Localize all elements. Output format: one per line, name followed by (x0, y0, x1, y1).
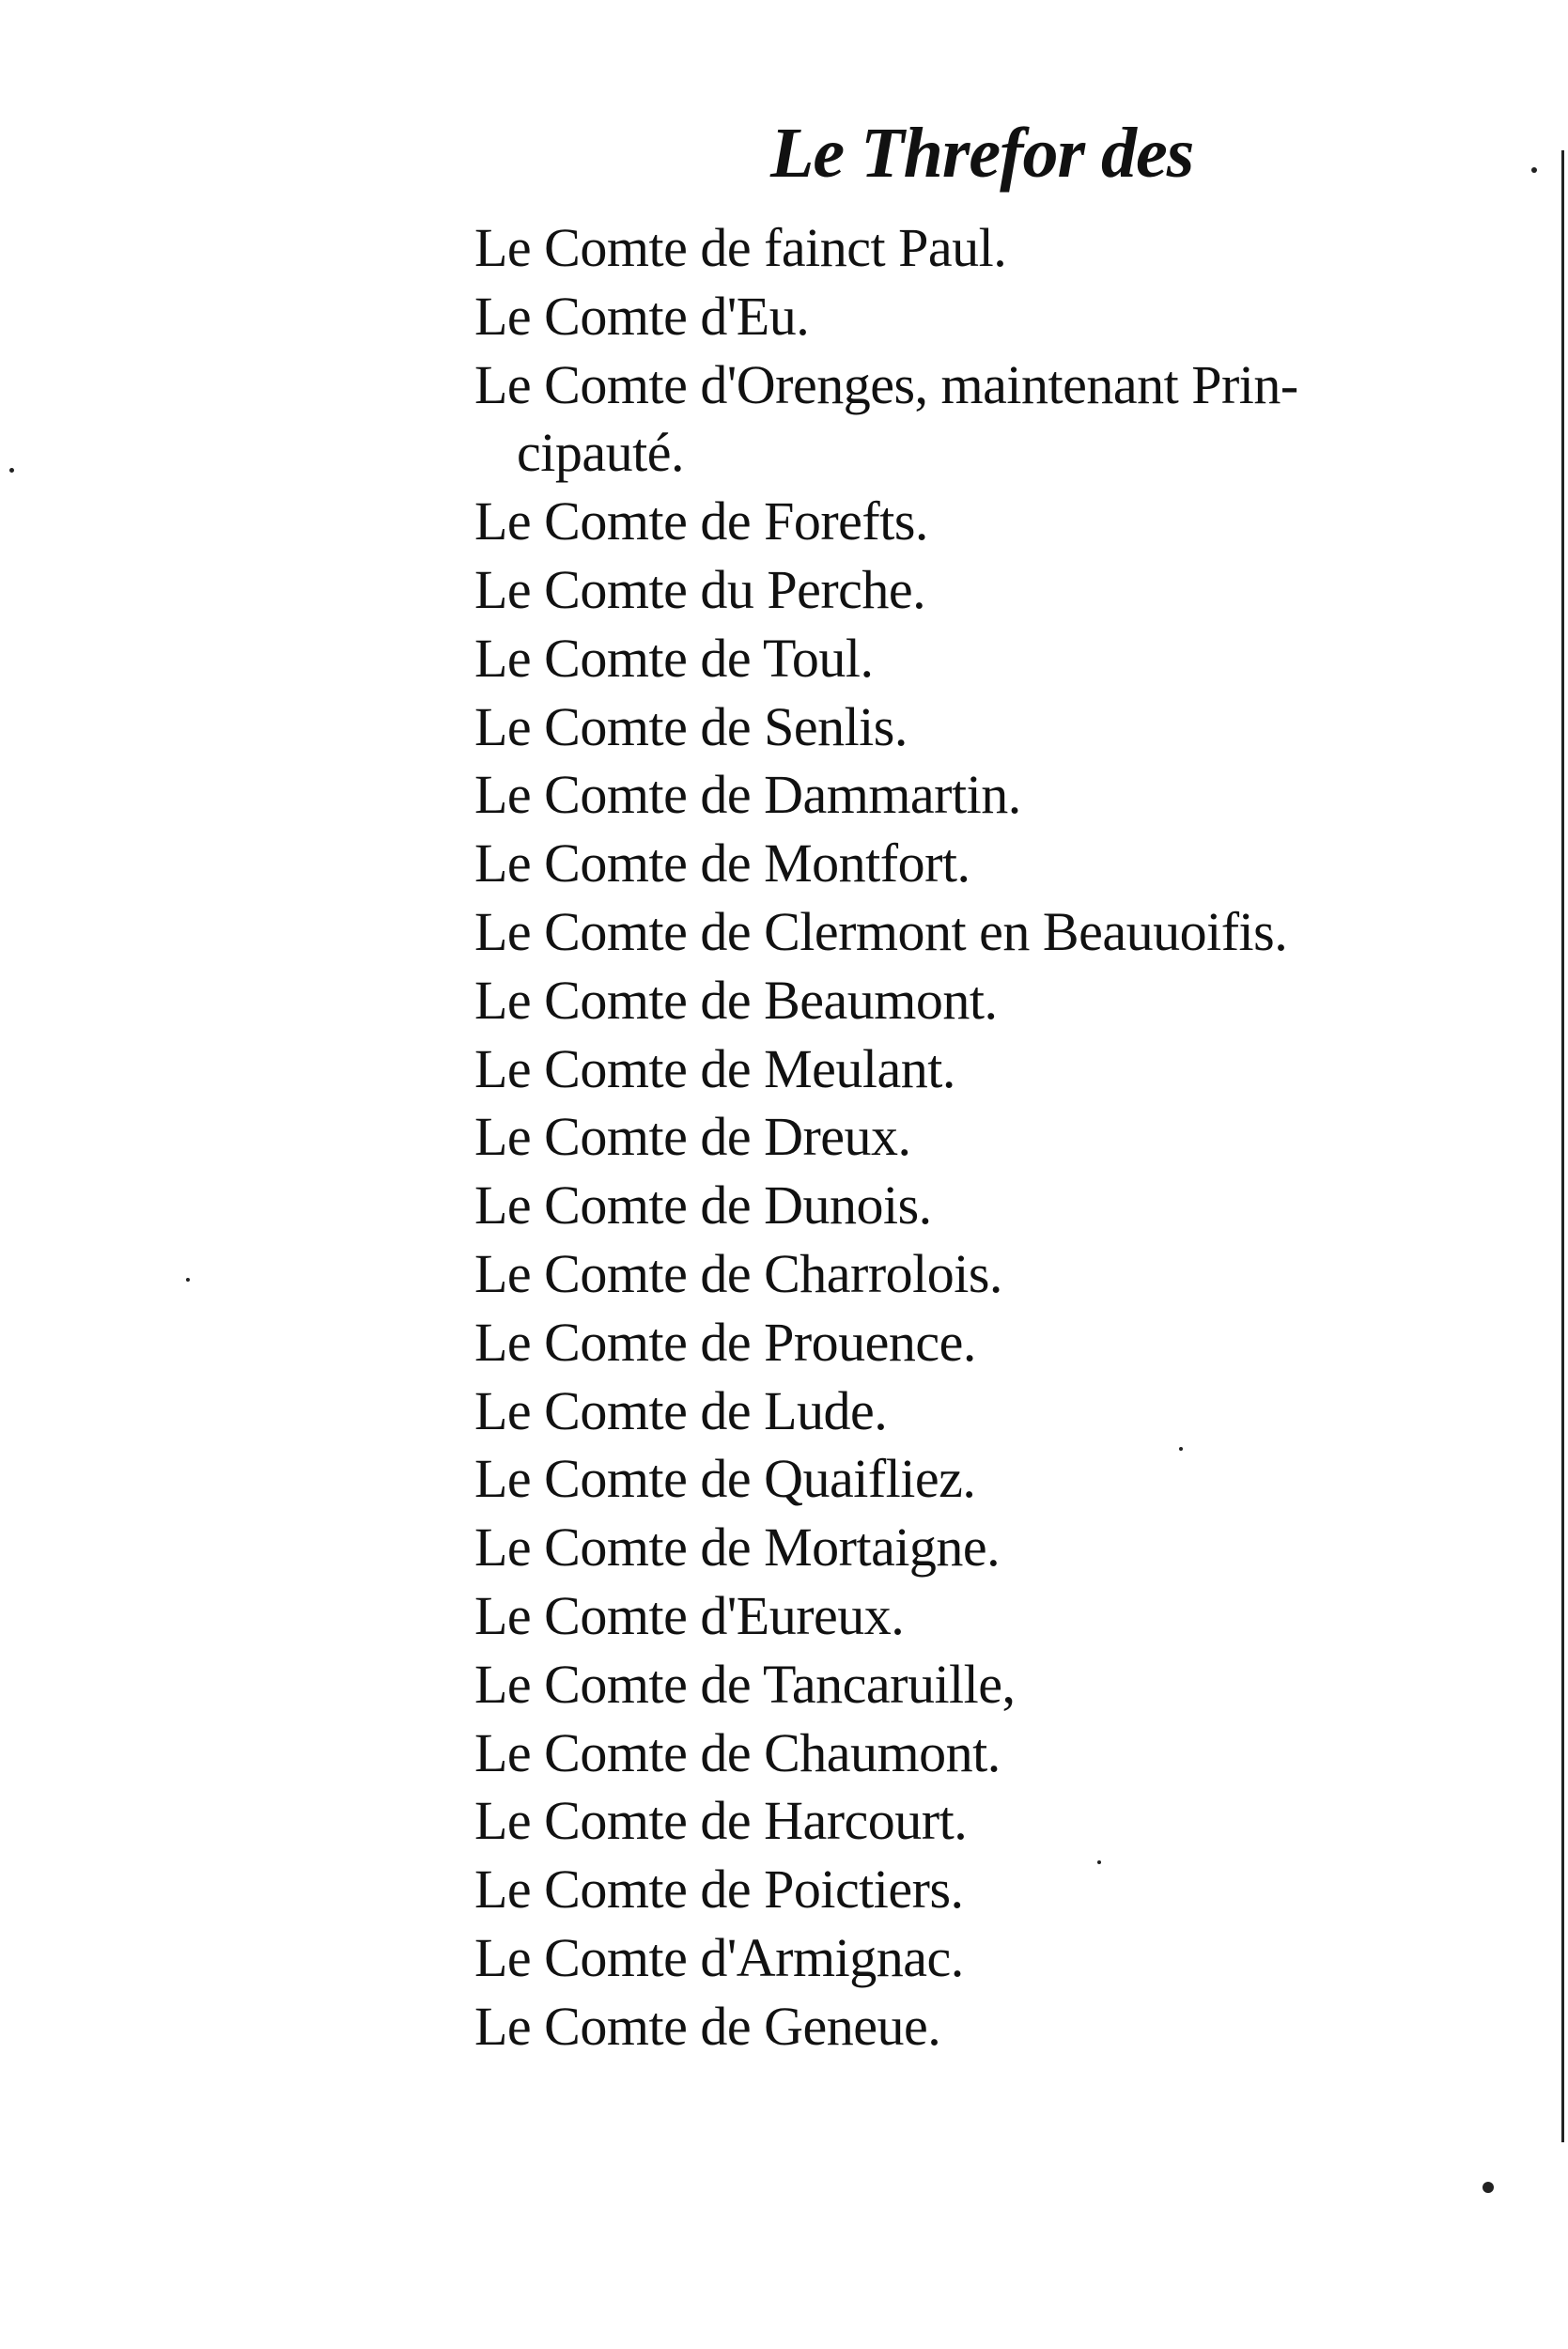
ink-speck (9, 468, 14, 473)
list-item: Le Comte d'Orenges, maintenant Prin- (474, 353, 1298, 415)
ink-speck (1097, 1860, 1101, 1864)
list-item: Le Comte de Montfort. (474, 832, 970, 894)
list-item: Le Comte de Mortaigne. (474, 1517, 1001, 1579)
county-list (474, 214, 1298, 2061)
list-item: Le Comte de Dreux. (474, 1106, 911, 1168)
ink-speck (1483, 2182, 1494, 2193)
list-item: Le Comte d'Eureux. (474, 1584, 905, 1646)
list-item: Le Comte de Senlis. (474, 695, 908, 757)
list-item: Le Comte de Toul. (474, 627, 874, 689)
list-item: Le Comte d'Armignac. (474, 1926, 964, 1988)
list-item: Le Comte de Geneue. (474, 1995, 941, 2057)
list-item: Le Comte de Dammartin. (474, 764, 1021, 826)
list-item-continuation: cipauté. (517, 422, 684, 484)
list-item: Le Comte de Charrolois. (474, 1242, 1002, 1304)
ink-speck (186, 1278, 190, 1282)
list-item: Le Comte de Lude. (474, 1379, 888, 1441)
list-item: Le Comte de Harcourt. (474, 1790, 968, 1852)
ink-speck (1179, 1447, 1183, 1451)
list-item: Le Comte de Prouence. (474, 1311, 976, 1373)
list-item: Le Comte de Dunois. (474, 1174, 932, 1237)
list-item: Le Comte de Quaifliez. (474, 1448, 976, 1510)
list-item: Le Comte de Beaumont. (474, 969, 998, 1031)
page-edge-line (1561, 150, 1564, 2142)
running-head: Le Threfor des (770, 114, 1194, 193)
list-item: Le Comte de fainct Paul. (474, 217, 1007, 278)
list-item: Le Comte de Chaumont. (474, 1721, 1001, 1783)
list-item: Le Comte de Meulant. (474, 1037, 955, 1099)
ink-speck (1531, 167, 1537, 173)
list-item: Le Comte d'Eu. (474, 285, 810, 347)
list-item: Le Comte de Forefts. (474, 490, 928, 552)
list-item: Le Comte de Tancaruille, (474, 1653, 1016, 1715)
list-item: Le Comte de Poictiers. (474, 1859, 964, 1921)
list-item: Le Comte de Clermont en Beauuoifis. (474, 900, 1288, 962)
list-item: Le Comte du Perche. (474, 558, 926, 620)
